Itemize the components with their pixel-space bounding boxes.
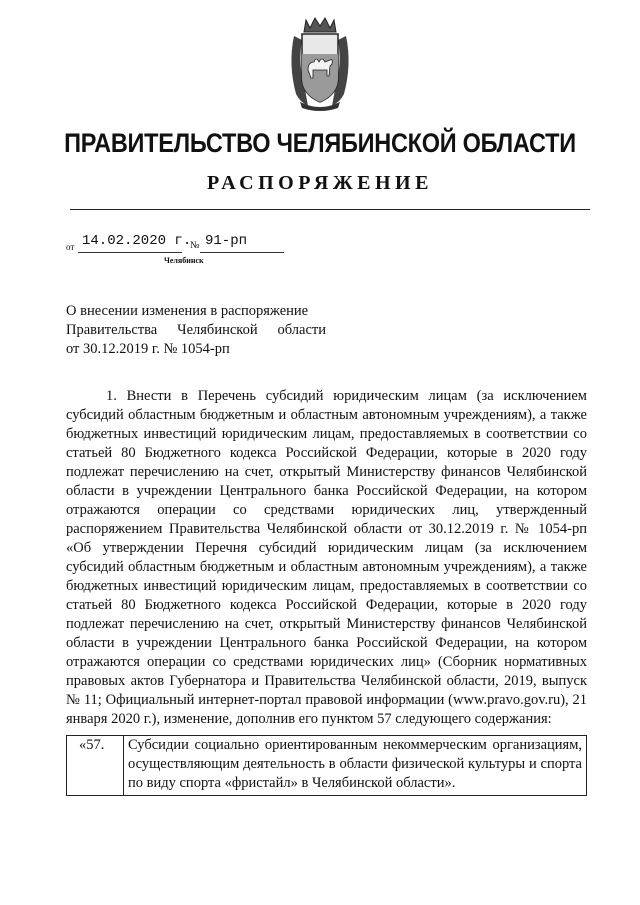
organization-title: ПРАВИТЕЛЬСТВО ЧЕЛЯБИНСКОЙ ОБЛАСТИ	[64, 128, 576, 158]
table-cell-number: «57.	[67, 736, 124, 796]
subject-line-2	[66, 321, 326, 340]
subject-word: области	[277, 322, 326, 338]
document-type: РАСПОРЯЖЕНИЕ	[207, 172, 433, 194]
date-prefix: от	[66, 242, 75, 252]
amendment-table	[66, 735, 587, 796]
table-cell-text: Субсидии социально ориентированным некоммерческим организациям, осуществляющим деятельность в области физической культуры и спорта по виду спорта «фристайл» в Челябинской области».	[124, 736, 587, 796]
subject-word: Правительства	[66, 322, 158, 338]
city-label: Челябинск	[164, 256, 204, 265]
number-prefix: №	[190, 240, 200, 251]
subject-word: Челябинской	[177, 322, 258, 338]
subject-line-1: О внесении изменения в распоряжение	[66, 303, 309, 319]
document-subject	[66, 302, 366, 359]
number-underline	[200, 252, 284, 253]
document-body	[66, 387, 587, 729]
date-underline	[78, 252, 182, 253]
body-paragraph: 1. Внести в Перечень субсидий юридическим лицам (за исключением субсидий областным бюджетным и областным автономным учреждениям), а также бюджетных инвестиций юридическим лицам, предоставляемых в соответствии со статьей 80 Бюджетного кодекса Российской Федерации, которые в 2020 году подлежат перечислению на счет, открытый Министерству финансов Челябинской области в учреждении Центрального банка Российской Федерации, на котором отражаются операции со средствами юридических лиц, утвержденный распоряжением Правительства Челябинской области от 30.12.2019 г. № 1054-рп «Об утверждении Перечня субсидий юридическим лицам (за исключением субсидий областным бюджетным и областным автономным учреждениям), а также бюджетных инвестиций юридическим лицам, предоставляемых в соответствии со статьей 80 Бюджетного кодекса Российской Федерации, которые в 2020 году подлежат перечислению на счет, открытый Министерству финансов Челябинской области в учреждении Центрального банка Российской Федерации, на котором отражаются операции со средствами юридических лиц» (Сборник нормативных правовых актов Губернатора и Правительства Челябинской области, 2019, выпуск № 11; Официальный интернет-портал правовой информации (www.pravo.gov.ru), 21 января 2020 г.), изменение, дополнив его пунктом 57 следующего содержания:	[66, 388, 587, 727]
document-number: 91-рп	[205, 233, 248, 249]
subject-line-3: от 30.12.2019 г. № 1054-рп	[66, 341, 230, 357]
document-date: 14.02.2020 г.	[82, 233, 192, 249]
date-number-line	[66, 233, 286, 255]
header-divider	[70, 209, 590, 210]
chelyabinsk-coat-of-arms-icon	[286, 14, 354, 112]
table-row	[67, 736, 587, 796]
